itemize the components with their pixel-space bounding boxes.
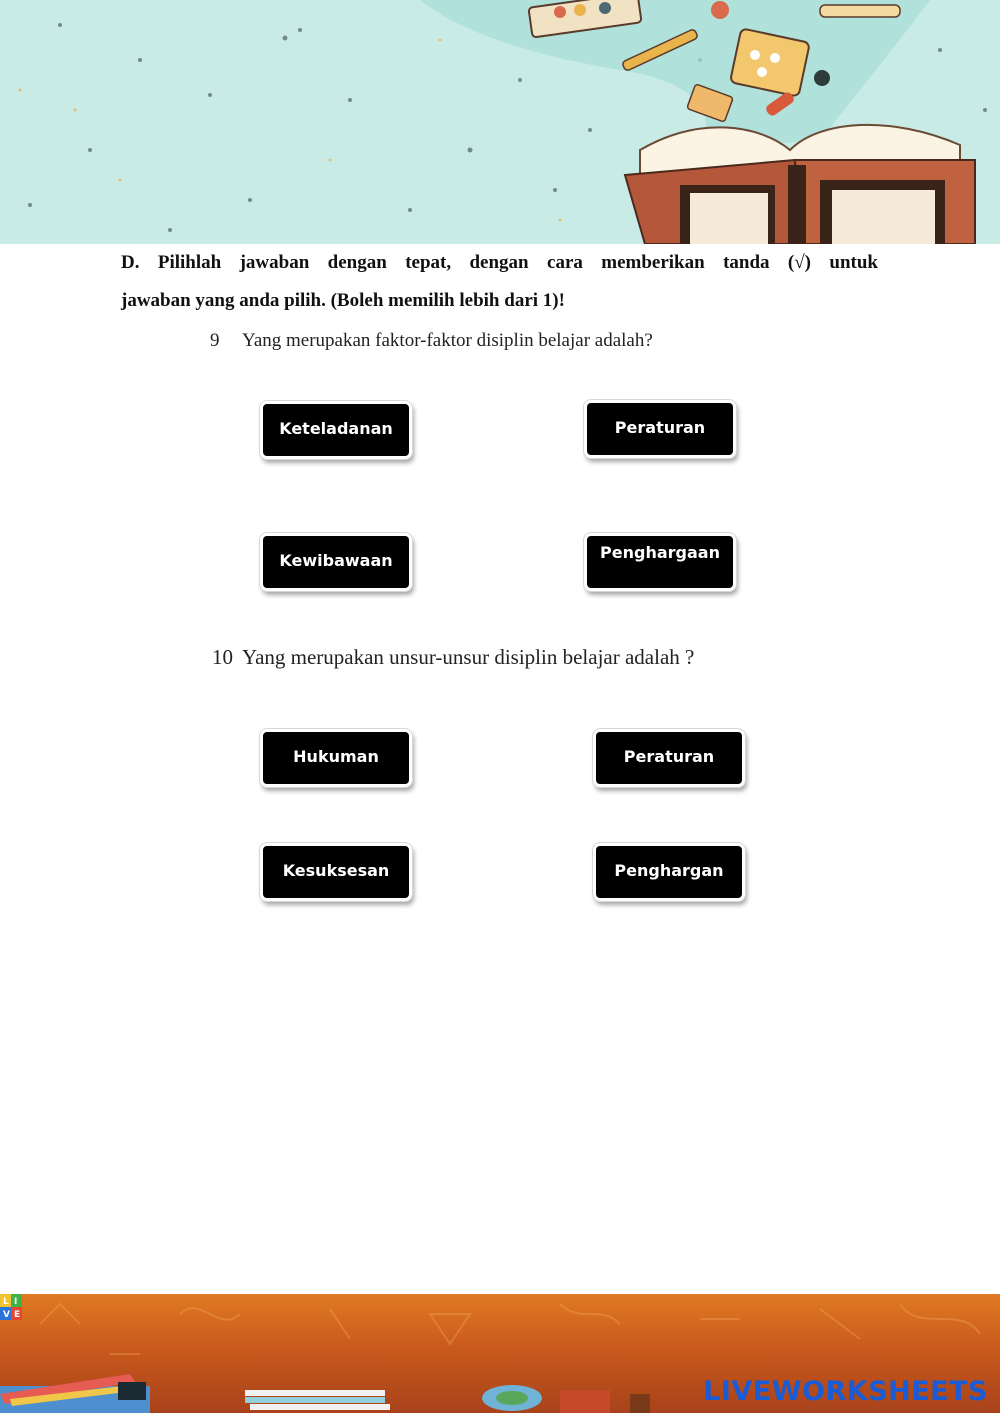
option-penghargan[interactable]: Penghargan — [593, 843, 745, 901]
badge-letter: L — [3, 1297, 9, 1307]
liveworksheets-logo-icon — [0, 1294, 22, 1320]
instruction-line-1: D. Pilihlah jawaban dengan tepat, dengan cara memberikan tanda (√) untuk — [121, 252, 878, 273]
option-penghargaan[interactable]: Penghargaan — [584, 533, 736, 591]
liveworksheets-brand[interactable]: LIVEWORKSHEETS — [703, 1376, 988, 1407]
badge-letter: V — [3, 1310, 10, 1320]
question-number: 9 — [210, 330, 220, 351]
question-text: Yang merupakan faktor-faktor disiplin belajar adalah? — [242, 330, 653, 351]
question-number: 10 — [212, 645, 233, 669]
option-peraturan-q9[interactable]: Peraturan — [584, 400, 736, 458]
option-kesuksesan[interactable]: Kesuksesan — [260, 843, 412, 901]
footer-banner — [0, 1294, 1000, 1413]
question-text: Yang merupakan unsur-unsur disiplin belajar adalah ? — [242, 645, 695, 669]
option-keteladanan[interactable]: Keteladanan — [260, 401, 412, 459]
book-illustration — [0, 0, 1000, 244]
header-banner — [0, 0, 1000, 244]
option-hukuman[interactable]: Hukuman — [260, 729, 412, 787]
option-kewibawaan[interactable]: Kewibawaan — [260, 533, 412, 591]
question-10 — [212, 645, 694, 670]
instruction-line-2: jawaban yang anda pilih. (Boleh memilih lebih dari 1)! — [121, 290, 565, 311]
option-peraturan-q10[interactable]: Peraturan — [593, 729, 745, 787]
badge-letter: E — [14, 1310, 21, 1320]
badge-letter: I — [14, 1297, 18, 1307]
question-9 — [210, 330, 653, 352]
instruction-text — [121, 244, 878, 320]
